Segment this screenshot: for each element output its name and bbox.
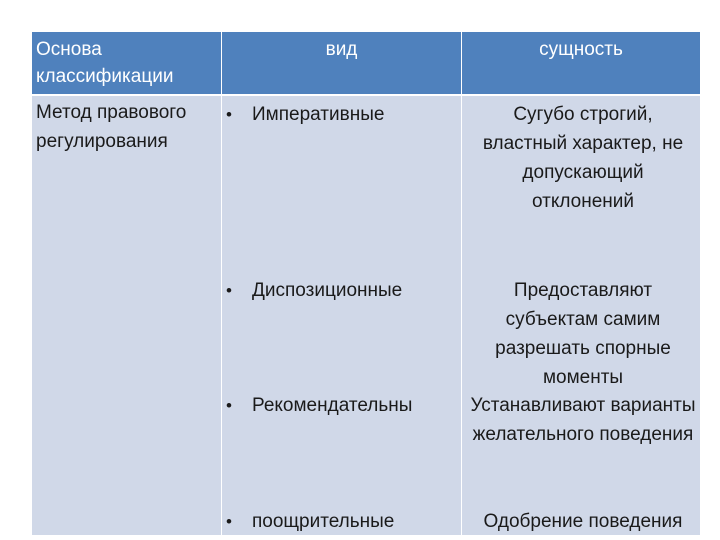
basis-value: Метод правового регулирования <box>36 102 187 152</box>
column-divider <box>461 94 462 535</box>
type-label: Рекомендательны <box>252 395 413 416</box>
bullet-icon: • <box>226 281 232 300</box>
essence-text: Предоставляют субъектам самим разрешать спорные моменты <box>495 280 671 388</box>
header-divider <box>32 94 700 96</box>
header-basis-label: Основа классификации <box>36 39 174 87</box>
header-essence-label: сущность <box>539 39 623 60</box>
type-label: Диспозиционные <box>252 280 403 301</box>
header-type-label: вид <box>325 39 358 60</box>
header-basis <box>32 32 221 94</box>
column-divider <box>221 94 222 535</box>
essence-text: Одобрение поведения <box>483 511 683 532</box>
type-label: поощрительные <box>252 511 395 532</box>
cell-essence <box>462 94 700 535</box>
cell-basis <box>32 94 221 535</box>
cell-types <box>222 94 461 535</box>
bullet-icon: • <box>226 105 232 124</box>
bullet-icon: • <box>226 396 232 415</box>
bullet-icon: • <box>226 512 232 531</box>
header-essence <box>462 32 700 94</box>
essence-text: Устанавливают варианты желательного поведения <box>470 395 696 445</box>
essence-text: Сугубо строгий, властный характер, не допускающий отклонений <box>482 104 684 212</box>
header-type <box>222 32 461 94</box>
type-label: Императивные <box>252 104 385 125</box>
classification-table <box>32 32 700 535</box>
